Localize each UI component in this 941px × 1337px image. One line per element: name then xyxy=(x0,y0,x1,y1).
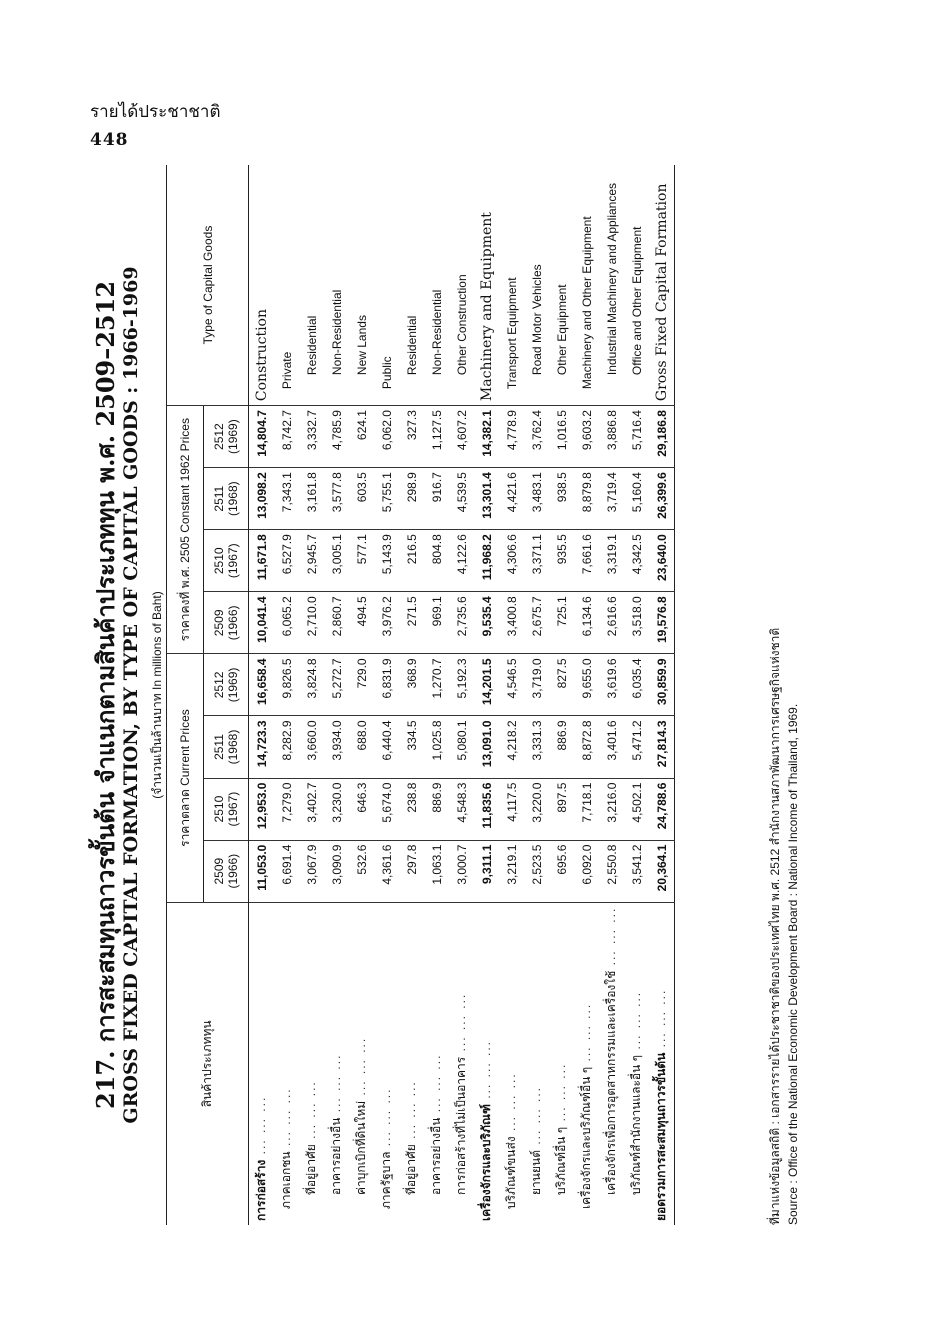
leader-dots: ... ... ... xyxy=(279,1087,293,1152)
value-cell-current: 20,364.1 xyxy=(649,840,675,902)
value-cell-current: 9,655.0 xyxy=(574,654,599,716)
value-cell-current: 4,361.6 xyxy=(374,840,399,902)
row-label-thai xyxy=(249,902,275,1225)
value-cell-current: 3,934.0 xyxy=(324,716,349,778)
value-cell-constant: 298.9 xyxy=(399,468,424,530)
group-header-current: ราคาตลาด Current Prices xyxy=(167,654,204,902)
value-cell-current: 1,063.1 xyxy=(424,840,449,902)
value-cell-constant: 804.8 xyxy=(424,530,449,592)
value-cell-constant: 5,143.9 xyxy=(374,530,399,592)
row-label-english: Construction xyxy=(249,165,275,406)
leader-dots: ... ... ... xyxy=(354,1036,368,1101)
value-cell-constant: 916.7 xyxy=(424,468,449,530)
value-cell-current: 16,658.4 xyxy=(249,654,275,716)
year-english: (1966) xyxy=(226,853,240,889)
row-label-thai xyxy=(649,902,675,1225)
row-label-thai xyxy=(474,902,499,1225)
value-cell-constant: 9,603.2 xyxy=(574,406,599,468)
row-label-english: New Lands xyxy=(349,165,374,406)
value-cell-current: 3,401.6 xyxy=(599,716,624,778)
row-label-thai xyxy=(524,902,549,1225)
value-cell-current: 14,723.3 xyxy=(249,716,275,778)
leader-dots: ... ... ... xyxy=(529,1085,543,1150)
row-label-english: Non-Residential xyxy=(424,165,449,406)
value-cell-current: 11,053.0 xyxy=(249,840,275,902)
row-label-english: Public xyxy=(374,165,399,406)
value-cell-current: 4,117.5 xyxy=(499,778,524,840)
row-label-thai-text: การก่อสร้างที่ไม่เป็นอาคาร xyxy=(454,1056,468,1195)
table-row xyxy=(499,165,524,1225)
value-cell-constant: 2,710.0 xyxy=(299,592,324,654)
column-header-thai: สินค้าประเภททุน xyxy=(167,902,249,1225)
value-cell-constant: 935.5 xyxy=(549,530,574,592)
value-cell-constant: 26,399.6 xyxy=(649,468,675,530)
year-header xyxy=(204,468,249,530)
value-cell-constant: 3,577.8 xyxy=(324,468,349,530)
value-cell-constant: 5,755.1 xyxy=(374,468,399,530)
value-cell-constant: 3,005.1 xyxy=(324,530,349,592)
row-label-english: Machinery and Equipment xyxy=(474,165,499,406)
value-cell-current: 6,092.0 xyxy=(574,840,599,902)
value-cell-constant: 6,527.9 xyxy=(274,530,299,592)
year-header xyxy=(204,778,249,840)
row-label-thai xyxy=(324,902,349,1225)
value-cell-constant: 5,716.4 xyxy=(624,406,649,468)
value-cell-current: 3,090.9 xyxy=(324,840,349,902)
leader-dots: ... ... ... xyxy=(554,1062,568,1127)
value-cell-current: 3,000.7 xyxy=(449,840,474,902)
value-cell-constant: 4,778.9 xyxy=(499,406,524,468)
value-cell-current: 4,548.3 xyxy=(449,778,474,840)
value-cell-constant: 8,879.8 xyxy=(574,468,599,530)
value-cell-constant: 14,804.7 xyxy=(249,406,275,468)
value-cell-current: 5,272.7 xyxy=(324,654,349,716)
value-cell-current: 646.3 xyxy=(349,778,374,840)
value-cell-current: 4,218.2 xyxy=(499,716,524,778)
year-header xyxy=(204,654,249,716)
value-cell-current: 2,550.8 xyxy=(599,840,624,902)
table-row xyxy=(624,165,649,1225)
value-cell-current: 3,219.1 xyxy=(499,840,524,902)
value-cell-constant: 3,332.7 xyxy=(299,406,324,468)
row-label-thai-text: ยานยนต์ xyxy=(529,1150,543,1195)
source-english: Source : Office of the National Economic Development Board : National Income of Thailand, 1969. xyxy=(786,703,800,1225)
row-label-thai xyxy=(374,902,399,1225)
value-cell-constant: 4,306.6 xyxy=(499,530,524,592)
table-title-english: GROSS FIXED CAPITAL FORMATION, BY TYPE OF CAPITAL GOODS : 1966-1969 xyxy=(120,266,142,1124)
value-cell-current: 3,660.0 xyxy=(299,716,324,778)
value-cell-current: 695.6 xyxy=(549,840,574,902)
year-header xyxy=(204,716,249,778)
value-cell-current: 897.5 xyxy=(549,778,574,840)
value-cell-constant: 3,319.1 xyxy=(599,530,624,592)
value-cell-constant: 3,886.8 xyxy=(599,406,624,468)
row-label-thai-text: การก่อสร้าง xyxy=(254,1159,268,1221)
row-label-thai-text: อาคารอย่างอื่น xyxy=(429,1117,443,1195)
row-label-thai-text: บริภัณฑ์สำนักงานและอื่น ๆ xyxy=(629,1054,643,1195)
row-label-thai-text: ที่อยู่อาศัย xyxy=(404,1144,418,1195)
source-thai: ที่มาแห่งข้อมูลสถิติ : เอกสารรายได้ประชาชาติของประเทศไทย พ.ศ. 2512 สำนักงานสภาพัฒนาการเศรษฐกิจแห่งชาติ xyxy=(768,627,782,1225)
source-notes xyxy=(766,165,806,1225)
table-row xyxy=(274,165,299,1225)
row-label-thai-text: ยอดรวมการสะสมทุนถาวรขั้นต้น xyxy=(654,1052,668,1221)
page-number: 448 xyxy=(90,130,129,150)
year-thai: 2511 xyxy=(212,485,226,512)
table-row xyxy=(349,165,374,1225)
leader-dots: ... ... ... xyxy=(604,906,618,971)
row-label-thai-text: บริภัณฑ์อื่น ๆ xyxy=(554,1126,568,1195)
value-cell-current: 3,220.0 xyxy=(524,778,549,840)
value-cell-constant: 6,134.6 xyxy=(574,592,599,654)
value-cell-current: 12,953.0 xyxy=(249,778,275,840)
year-header xyxy=(204,840,249,902)
value-cell-constant: 11,968.2 xyxy=(474,530,499,592)
table-row xyxy=(374,165,399,1225)
row-label-thai-text: อาคารอย่างอื่น xyxy=(329,1117,343,1195)
value-cell-constant: 14,382.1 xyxy=(474,406,499,468)
value-cell-current: 5,674.0 xyxy=(374,778,399,840)
table-row xyxy=(299,165,324,1225)
row-label-thai xyxy=(624,902,649,1225)
year-thai: 2510 xyxy=(212,795,226,823)
value-cell-current: 238.8 xyxy=(399,778,424,840)
value-cell-current: 1,025.8 xyxy=(424,716,449,778)
row-label-thai xyxy=(424,902,449,1225)
header-section-name: รายได้ประชาชาติ xyxy=(90,102,221,122)
year-english: (1966) xyxy=(226,605,240,641)
value-cell-constant: 8,742.7 xyxy=(274,406,299,468)
value-cell-current: 3,824.8 xyxy=(299,654,324,716)
rotated-table-page xyxy=(78,165,838,1225)
year-english: (1968) xyxy=(226,729,240,765)
value-cell-current: 886.9 xyxy=(424,778,449,840)
table-row xyxy=(599,165,624,1225)
value-cell-current: 3,230.0 xyxy=(324,778,349,840)
row-label-english: Non-Residential xyxy=(324,165,349,406)
value-cell-constant: 4,342.5 xyxy=(624,530,649,592)
value-cell-current: 297.8 xyxy=(399,840,424,902)
row-label-thai xyxy=(399,902,424,1225)
value-cell-current: 368.9 xyxy=(399,654,424,716)
value-cell-constant: 4,539.5 xyxy=(449,468,474,530)
value-cell-constant: 2,735.6 xyxy=(449,592,474,654)
table-row xyxy=(324,165,349,1225)
value-cell-constant: 19,576.8 xyxy=(649,592,675,654)
value-cell-current: 11,835.6 xyxy=(474,778,499,840)
row-label-english: Machinery and Other Equipment xyxy=(574,165,599,406)
year-english: (1969) xyxy=(226,419,240,454)
value-cell-constant: 1,016.5 xyxy=(549,406,574,468)
year-thai: 2512 xyxy=(212,671,226,699)
value-cell-current: 1,270.7 xyxy=(424,654,449,716)
row-label-thai xyxy=(499,902,524,1225)
value-cell-current: 4,502.1 xyxy=(624,778,649,840)
value-cell-constant: 7,661.6 xyxy=(574,530,599,592)
value-cell-current: 9,826.5 xyxy=(274,654,299,716)
leader-dots: ... ... ... xyxy=(629,990,643,1055)
value-cell-current: 2,523.5 xyxy=(524,840,549,902)
row-label-thai-text: เครื่องจักรและบริภัณฑ์อื่น ๆ xyxy=(579,1066,593,1209)
leader-dots: ... ... ... xyxy=(579,1002,593,1067)
value-cell-current: 3,331.3 xyxy=(524,716,549,778)
year-english: (1969) xyxy=(226,667,240,703)
year-thai: 2509 xyxy=(212,609,226,637)
leader-dots: ... ... ... xyxy=(329,1053,343,1118)
value-cell-current: 8,282.9 xyxy=(274,716,299,778)
value-cell-constant: 3,400.8 xyxy=(499,592,524,654)
table-row xyxy=(399,165,424,1225)
value-cell-constant: 13,098.2 xyxy=(249,468,275,530)
value-cell-constant: 327.3 xyxy=(399,406,424,468)
year-header xyxy=(204,592,249,654)
value-cell-constant: 29,186.8 xyxy=(649,406,675,468)
value-cell-current: 6,440.4 xyxy=(374,716,399,778)
table-title-thai: 217. การสะสมทุนถาวรขั้นต้น จำแนกตามสินค้าประเภททุน พ.ศ. 2509–2512 xyxy=(91,280,120,1110)
value-cell-constant: 577.1 xyxy=(349,530,374,592)
value-cell-constant: 3,518.0 xyxy=(624,592,649,654)
value-cell-current: 24,788.6 xyxy=(649,778,675,840)
value-cell-constant: 4,607.2 xyxy=(449,406,474,468)
leader-dots: ... ... ... xyxy=(654,988,668,1053)
value-cell-current: 30,859.9 xyxy=(649,654,675,716)
value-cell-current: 688.0 xyxy=(349,716,374,778)
table-row xyxy=(424,165,449,1225)
row-label-thai-text: เครื่องจักรและบริภัณฑ์ xyxy=(479,1104,493,1221)
year-header xyxy=(204,530,249,592)
value-cell-constant: 494.5 xyxy=(349,592,374,654)
leader-dots: ... ... ... xyxy=(304,1080,318,1145)
year-thai: 2510 xyxy=(212,547,226,575)
value-cell-current: 6,831.9 xyxy=(374,654,399,716)
value-cell-constant: 11,671.8 xyxy=(249,530,275,592)
row-label-english: Other Equipment xyxy=(549,165,574,406)
value-cell-constant: 3,762.4 xyxy=(524,406,549,468)
value-cell-current: 8,872.8 xyxy=(574,716,599,778)
year-english: (1967) xyxy=(226,543,240,579)
row-label-english: Office and Other Equipment xyxy=(624,165,649,406)
row-label-thai xyxy=(449,902,474,1225)
row-label-english: Industrial Machinery and Appliances xyxy=(599,165,624,406)
value-cell-current: 3,619.6 xyxy=(599,654,624,716)
value-cell-current: 886.9 xyxy=(549,716,574,778)
value-cell-current: 6,035.4 xyxy=(624,654,649,716)
table-row xyxy=(474,165,499,1225)
capital-formation-table xyxy=(166,165,675,1225)
table-row xyxy=(524,165,549,1225)
year-thai: 2509 xyxy=(212,857,226,885)
row-label-thai-text: ค่าบุกเบิกที่ดินใหม่ xyxy=(354,1100,368,1195)
year-english: (1968) xyxy=(226,481,240,517)
row-label-thai-text: ภาครัฐบาล xyxy=(379,1151,393,1209)
group-header-constant: ราคาคงที่ พ.ศ. 2505 Constant 1962 Prices xyxy=(167,406,204,654)
year-thai: 2511 xyxy=(212,734,226,760)
value-cell-constant: 6,065.2 xyxy=(274,592,299,654)
leader-dots: ... ... ... xyxy=(454,992,468,1057)
value-cell-current: 532.6 xyxy=(349,840,374,902)
value-cell-constant: 2,616.6 xyxy=(599,592,624,654)
value-cell-current: 334.5 xyxy=(399,716,424,778)
row-label-english: Other Construction xyxy=(449,165,474,406)
year-header xyxy=(204,406,249,468)
value-cell-current: 3,719.0 xyxy=(524,654,549,716)
value-cell-constant: 13,301.4 xyxy=(474,468,499,530)
value-cell-constant: 4,122.6 xyxy=(449,530,474,592)
value-cell-constant: 10,041.4 xyxy=(249,592,275,654)
value-cell-constant: 603.5 xyxy=(349,468,374,530)
row-label-thai-text: เครื่องจักรเพื่อการอุตสาหกรรมและเครื่องใช้ xyxy=(604,970,618,1195)
row-label-english: Gross Fixed Capital Formation xyxy=(649,165,675,406)
row-label-thai xyxy=(574,902,599,1225)
row-label-thai xyxy=(349,902,374,1225)
row-label-english: Residential xyxy=(399,165,424,406)
value-cell-constant: 4,421.6 xyxy=(499,468,524,530)
leader-dots: ... ... ... xyxy=(404,1080,418,1145)
table-row xyxy=(574,165,599,1225)
row-label-english: Road Motor Vehicles xyxy=(524,165,549,406)
value-cell-constant: 271.5 xyxy=(399,592,424,654)
value-cell-constant: 969.1 xyxy=(424,592,449,654)
value-cell-constant: 4,785.9 xyxy=(324,406,349,468)
value-cell-constant: 938.5 xyxy=(549,468,574,530)
value-cell-current: 5,471.2 xyxy=(624,716,649,778)
year-thai: 2512 xyxy=(212,423,226,450)
value-cell-current: 3,067.9 xyxy=(299,840,324,902)
row-label-thai-text: ที่อยู่อาศัย xyxy=(304,1144,318,1195)
table-row xyxy=(549,165,574,1225)
year-english: (1967) xyxy=(226,791,240,827)
table-unit-note: (จำนวนเป็นล้านบาท In millions of Baht) xyxy=(150,591,164,799)
value-cell-constant: 6,062.0 xyxy=(374,406,399,468)
value-cell-current: 3,216.0 xyxy=(599,778,624,840)
row-label-english: Residential xyxy=(299,165,324,406)
value-cell-constant: 725.1 xyxy=(549,592,574,654)
row-label-thai xyxy=(549,902,574,1225)
row-label-english: Transport Equipment xyxy=(499,165,524,406)
row-label-english: Private xyxy=(274,165,299,406)
column-header-english: Type of Capital Goods xyxy=(167,165,249,406)
value-cell-current: 827.5 xyxy=(549,654,574,716)
value-cell-current: 9,311.1 xyxy=(474,840,499,902)
value-cell-constant: 7,343.1 xyxy=(274,468,299,530)
value-cell-constant: 624.1 xyxy=(349,406,374,468)
leader-dots: ... ... ... xyxy=(504,1072,518,1137)
value-cell-constant: 3,371.1 xyxy=(524,530,549,592)
value-cell-current: 14,201.5 xyxy=(474,654,499,716)
row-label-thai-text: บริภัณฑ์ขนส่ง xyxy=(504,1136,518,1209)
value-cell-current: 5,080.1 xyxy=(449,716,474,778)
value-cell-constant: 3,161.8 xyxy=(299,468,324,530)
value-cell-current: 729.0 xyxy=(349,654,374,716)
value-cell-constant: 216.5 xyxy=(399,530,424,592)
value-cell-constant: 9,535.4 xyxy=(474,592,499,654)
value-cell-constant: 2,675.7 xyxy=(524,592,549,654)
value-cell-constant: 2,945.7 xyxy=(299,530,324,592)
value-cell-constant: 3,976.2 xyxy=(374,592,399,654)
value-cell-current: 4,546.5 xyxy=(499,654,524,716)
value-cell-current: 13,091.0 xyxy=(474,716,499,778)
value-cell-current: 3,541.2 xyxy=(624,840,649,902)
value-cell-current: 27,814.3 xyxy=(649,716,675,778)
row-label-thai xyxy=(274,902,299,1225)
row-label-thai xyxy=(299,902,324,1225)
value-cell-constant: 1,127.5 xyxy=(424,406,449,468)
leader-dots: ... ... ... xyxy=(479,1040,493,1105)
value-cell-constant: 2,860.7 xyxy=(324,592,349,654)
value-cell-constant: 23,640.0 xyxy=(649,530,675,592)
row-label-thai xyxy=(599,902,624,1225)
value-cell-current: 5,192.3 xyxy=(449,654,474,716)
leader-dots: ... ... ... xyxy=(254,1095,268,1160)
value-cell-current: 7,718.1 xyxy=(574,778,599,840)
value-cell-constant: 3,483.1 xyxy=(524,468,549,530)
value-cell-current: 3,402.7 xyxy=(299,778,324,840)
row-label-thai-text: ภาคเอกชน xyxy=(279,1151,293,1209)
value-cell-current: 7,279.0 xyxy=(274,778,299,840)
leader-dots: ... ... ... xyxy=(379,1087,393,1152)
value-cell-constant: 3,719.4 xyxy=(599,468,624,530)
table-row xyxy=(249,165,275,1225)
value-cell-constant: 5,160.4 xyxy=(624,468,649,530)
table-row xyxy=(449,165,474,1225)
value-cell-current: 6,691.4 xyxy=(274,840,299,902)
table-row xyxy=(649,165,675,1225)
leader-dots: ... ... ... xyxy=(429,1053,443,1118)
